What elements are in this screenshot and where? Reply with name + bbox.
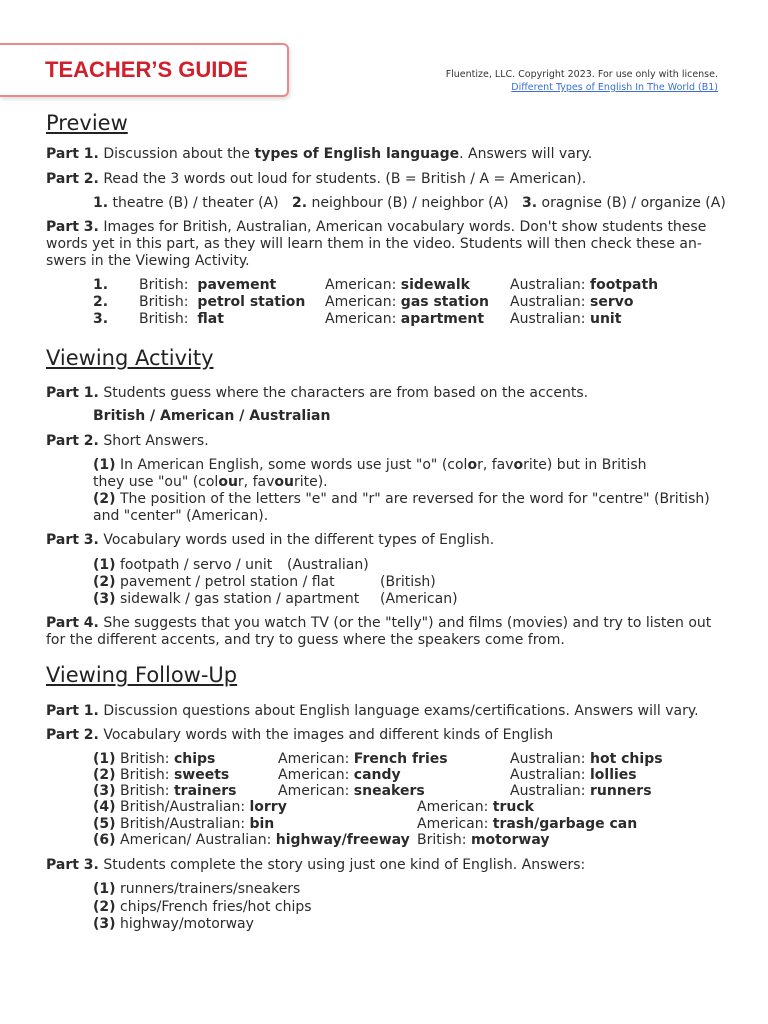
badge-title: TEACHER’S GUIDE <box>45 57 248 82</box>
vocab-american: American: gas station <box>325 294 490 310</box>
viewing-part1: Part 1. Students guess where the characters are from based on the accents. <box>46 385 589 401</box>
copyright-text: Fluentize, LLC. Copyright 2023. For use only with license. <box>445 69 718 80</box>
short-answer-2: (2) The position of the letters "e" and "r" are reversed for the word for "centre" (British) <box>93 491 710 507</box>
followup-row: (5) British/Australian: bin <box>93 816 275 832</box>
vocab-list-kind: (British) <box>380 574 436 590</box>
story-answer: (3) highway/motorway <box>93 916 254 932</box>
followup-row: (2) British: sweets <box>93 767 230 783</box>
short-answer-1: (1) In American English, some words use just "o" (color, favorite) but in British <box>93 457 647 473</box>
viewing-part4: Part 4. She suggests that you watch TV (or the "telly") and films (movies) and try to listen out <box>46 615 712 631</box>
preview-heading: Preview <box>46 111 128 135</box>
vocab-list-item: (3) sidewalk / gas station / apartment <box>93 591 360 607</box>
story-answer: (1) runners/trainers/sneakers <box>93 881 301 897</box>
word-item: 3. oragnise (B) / organize (A) <box>522 195 726 211</box>
followup-row: (1) British: chips <box>93 751 216 767</box>
preview-part3-line2: words yet in this part, as they will learn them in the video. Students will then check these an- <box>46 236 702 252</box>
followup-row-other: American: trash/garbage can <box>417 816 638 832</box>
vocab-list-kind: (American) <box>380 591 458 607</box>
followup-part2: Part 2. Vocabulary words with the images and different kinds of English <box>46 727 554 743</box>
vocab-list-kind: (Australian) <box>287 557 369 573</box>
vocab-num: 1. <box>93 277 109 293</box>
vocab-num: 2. <box>93 294 109 310</box>
short-answer-2-line2: and "center" (American). <box>93 508 269 524</box>
viewing-part1-answer: British / American / Australian <box>93 408 331 424</box>
viewing-heading: Viewing Activity <box>46 346 214 370</box>
vocab-australian: Australian: footpath <box>510 277 659 293</box>
short-answer-1-line2: they use "ou" (colour, favourite). <box>93 474 328 490</box>
vocab-australian: Australian: unit <box>510 311 622 327</box>
viewing-part3: Part 3. Vocabulary words used in the different types of English. <box>46 532 495 548</box>
vocab-british: British: petrol station <box>139 294 306 310</box>
story-answer: (2) chips/French fries/hot chips <box>93 899 312 915</box>
followup-row-australian: Australian: hot chips <box>510 751 663 767</box>
followup-part1: Part 1. Discussion questions about English language exams/certifications. Answers will vary. <box>46 703 699 719</box>
followup-row: (4) British/Australian: lorry <box>93 799 287 815</box>
followup-row-american: American: sneakers <box>278 783 425 799</box>
viewing-part4-line2: for the different accents, and try to guess where the speakers come from. <box>46 632 565 648</box>
followup-row-australian: Australian: lollies <box>510 767 637 783</box>
vocab-american: American: sidewalk <box>325 277 470 293</box>
vocab-list-item: (2) pavement / petrol station / flat <box>93 574 335 590</box>
lesson-link[interactable]: Different Types of English In The World (B1) <box>511 82 718 93</box>
preview-part3: Part 3. Images for British, Australian, American vocabulary words. Don't show students these <box>46 219 707 235</box>
followup-row-american: American: candy <box>278 767 401 783</box>
followup-row: (6) American/ Australian: highway/freeway <box>93 832 410 848</box>
vocab-british: British: flat <box>139 311 224 327</box>
viewing-part2: Part 2. Short Answers. <box>46 433 209 449</box>
followup-row-other: American: truck <box>417 799 534 815</box>
followup-row-australian: Australian: runners <box>510 783 652 799</box>
vocab-num: 3. <box>93 311 109 327</box>
followup-part3: Part 3. Students complete the story using just one kind of English. Answers: <box>46 857 586 873</box>
followup-row-american: American: French fries <box>278 751 448 767</box>
word-item: 2. neighbour (B) / neighbor (A) <box>292 195 509 211</box>
followup-row: (3) British: trainers <box>93 783 237 799</box>
followup-row-other: British: motorway <box>417 832 550 848</box>
preview-part3-line3: swers in the Viewing Activity. <box>46 253 250 269</box>
followup-heading: Viewing Follow-Up <box>46 663 238 687</box>
vocab-british: British: pavement <box>139 277 277 293</box>
preview-part1: Part 1. Discussion about the types of English language. Answers will vary. <box>46 146 593 162</box>
word-item: 1. theatre (B) / theater (A) <box>93 195 279 211</box>
vocab-american: American: apartment <box>325 311 485 327</box>
vocab-australian: Australian: servo <box>510 294 634 310</box>
preview-part2: Part 2. Read the 3 words out loud for students. (B = British / A = American). <box>46 171 587 187</box>
vocab-list-item: (1) footpath / servo / unit <box>93 557 273 573</box>
